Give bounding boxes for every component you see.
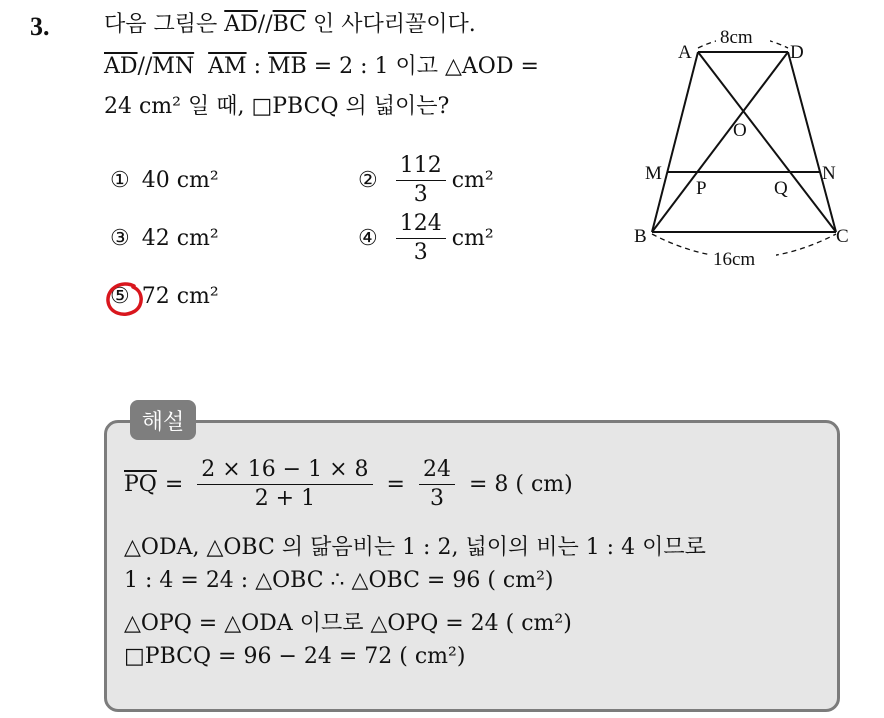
parallel-symbol: //: [257, 12, 273, 37]
question-number: 3.: [30, 12, 50, 41]
equals-sign: =: [386, 472, 405, 497]
question-text: = 2 : 1 이고 △AOD =: [313, 54, 539, 79]
choice-2[interactable]: [358, 152, 494, 209]
choice-number: ②: [358, 168, 378, 193]
solution-tag: 해설: [130, 400, 196, 440]
choice-text: 72 cm²: [141, 284, 219, 309]
ratio-colon: :: [253, 54, 261, 79]
choice-text: 42 cm²: [141, 226, 219, 251]
segment-pq: $\overline{PQ}$: [124, 472, 157, 497]
fraction-denominator: 2 + 1: [254, 486, 316, 511]
choice-number: ⑤: [110, 284, 130, 309]
question-text: 다음 그림은: [104, 12, 218, 37]
fraction-numerator: 112: [396, 152, 446, 181]
parallel-symbol: //: [137, 54, 153, 79]
solution-fraction-1: [197, 456, 372, 513]
point-n-label: N: [822, 163, 836, 184]
choice-text: 40 cm²: [141, 168, 219, 193]
segment-ad: $\overline{AD}$: [104, 54, 138, 79]
choice-number: ①: [110, 168, 130, 193]
solution-line-4: △OPQ = △ODA 이므로 △OPQ = 24 ( cm²): [124, 611, 572, 636]
choice-unit: cm²: [451, 226, 494, 251]
segment-am: $\overline{AM}$: [208, 54, 247, 79]
fraction-numerator: 2 × 16 − 1 × 8: [197, 456, 372, 485]
equals-sign: =: [164, 472, 184, 497]
trapezoid-diagram: [630, 20, 870, 280]
segment-dc-line: [788, 52, 836, 232]
top-length-label: 8cm: [720, 27, 753, 48]
point-q-label: Q: [774, 178, 788, 199]
segment-mn: $\overline{MN}$: [152, 54, 195, 79]
solution-line-1: [124, 456, 573, 513]
choice-number: ④: [358, 226, 378, 251]
choice-1[interactable]: [110, 168, 219, 193]
question-text: 인 사다리꼴이다.: [313, 12, 476, 37]
point-a-label: A: [678, 42, 692, 63]
choice-unit: cm²: [451, 168, 494, 193]
fraction-numerator: 24: [419, 456, 455, 485]
solution-line-2: △ODA, △OBC 의 닮음비는 1 : 2, 넓이의 비는 1 : 4 이므로: [124, 535, 706, 560]
choice-fraction: [396, 210, 446, 267]
segment-ab-line: [652, 52, 698, 232]
point-o-label: O: [733, 120, 747, 141]
solution-fraction-2: [419, 456, 455, 513]
segment-bc: $\overline{BC}$: [272, 12, 307, 37]
solution-result: = 8 ( cm): [468, 472, 573, 497]
solution-line-3: 1 : 4 = 24 : △OBC ∴ △OBC = 96 ( cm²): [124, 568, 554, 593]
choice-4[interactable]: [358, 210, 494, 267]
point-c-label: C: [836, 226, 849, 247]
choice-3[interactable]: [110, 226, 219, 251]
question-line-3: 24 cm² 일 때, □PBCQ 의 넓이는?: [104, 94, 450, 119]
segment-mb: $\overline{MB}$: [267, 54, 307, 79]
fraction-denominator: 3: [413, 182, 428, 207]
fraction-numerator: 124: [396, 210, 446, 239]
point-p-label: P: [696, 178, 707, 199]
choice-fraction: [396, 152, 446, 209]
point-b-label: B: [634, 226, 647, 247]
point-d-label: D: [790, 42, 804, 63]
solution-line-5: □PBCQ = 96 − 24 = 72 ( cm²): [124, 644, 466, 669]
fraction-denominator: 3: [429, 486, 444, 511]
answer-mark-icon: [104, 280, 146, 320]
bottom-length-label: 16cm: [713, 249, 756, 270]
question-line-1: [104, 10, 476, 40]
segment-ad: $\overline{AD}$: [224, 12, 258, 37]
fraction-denominator: 3: [413, 240, 428, 265]
point-m-label: M: [645, 163, 662, 184]
question-line-2: [104, 52, 539, 82]
choice-number: ③: [110, 226, 130, 251]
